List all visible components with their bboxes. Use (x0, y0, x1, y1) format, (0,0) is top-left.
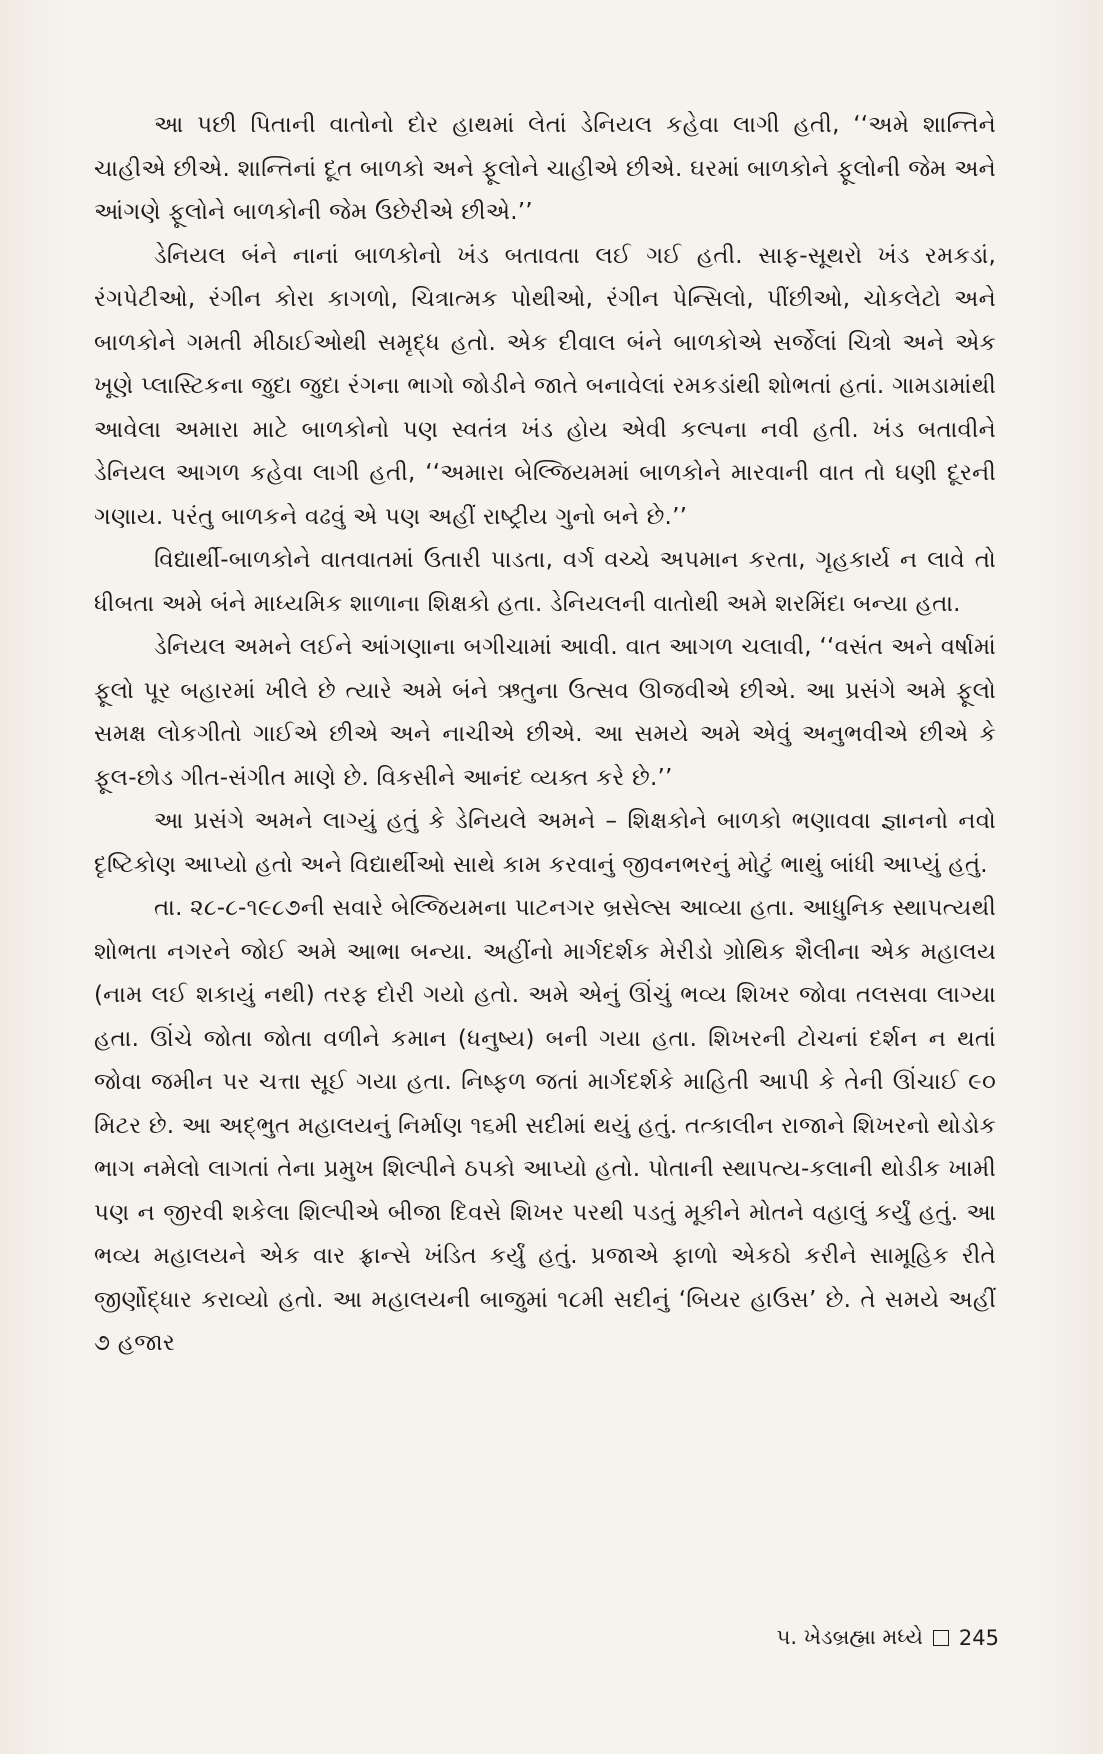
paragraph-1: આ પછી પિતાની વાતોનો દોર હાથમાં લેતાં ડેનિયલ કહેવા લાગી હતી, ‘‘અમે શાન્તિને ચાહીએ છીએ. શાન્તિનાં દૂત બાળકો અને ફૂલોને ચાહીએ છીએ. ઘરમાં બાળકોને ફૂલોની જેમ અને આંગણે ફૂલોને બાળકોની જેમ ઉછેરીએ છીએ.’’ (94, 112, 996, 225)
paragraph-3: વિદ્યાર્થી-બાળકોને વાતવાતમાં ઉતારી પાડતા, વર્ગ વચ્ચે અપમાન કરતા, ગૃહકાર્ય ન લાવે તો ધીબતા અમે બંને માધ્યમિક શાળાના શિક્ષકો હતા. ડેનિયલની વાતોથી અમે શરમિંદા બન્યા હતા. (94, 547, 996, 617)
paragraph-2: ડેનિયલ બંને નાનાં બાળકોનો ખંડ બતાવતા લઈ ગઈ હતી. સાફ-સૂથરો ખંડ રમકડાં, રંગપેટીઓ, રંગીન કોરા કાગળો, ચિત્રાત્મક પોથીઓ, રંગીન પેન્સિલો, પીંછીઓ, ચોકલેટો અને બાળકોને ગમતી મીઠાઈઓથી સમૃદ્ધ હતો. એક દીવાલ બંને બાળકોએ સર્જેલાં ચિત્રો અને એક ખૂણે પ્લાસ્ટિકના જુદા જુદા રંગના ભાગો જોડીને જાતે બનાવેલાં રમકડાંથી શોભતાં હતાં. ગામડામાંથી આવેલા અમારા માટે બાળકોનો પણ સ્વતંત્ર ખંડ હોય એવી કલ્પના નવી હતી. ખંડ બતાવીને ડેનિયલ આગળ કહેવા લાગી હતી, ‘‘અમારા બેલ્જિયમમાં બાળકોને મારવાની વાત તો ઘણી દૂરની ગણાય. પરંતુ બાળકને વઢવું એ પણ અહીં રાષ્ટ્રીય ગુનો બને છે.’’ (94, 242, 996, 530)
body-text (94, 104, 996, 1634)
paragraph-4: ડેનિયલ અમને લઈને આંગણાના બગીચામાં આવી. વાત આગળ ચલાવી, ‘‘વસંત અને વર્ષામાં ફૂલો પૂર બહારમાં ખીલે છે ત્યારે અમે બંને ઋતુના ઉત્સવ ઊજવીએ છીએ. આ પ્રસંગે અમે ફૂલો સમક્ષ લોકગીતો ગાઈએ છીએ અને નાચીએ છીએ. આ સમયે અમે એવું અનુભવીએ છીએ કે ફૂલ-છોડ ગીત-સંગીત માણે છે. વિકસીને આનંદ વ્યક્ત કરે છે.’’ (94, 634, 996, 791)
paragraph-6: તા. ૨૮-૮-૧૯૮૭ની સવારે બેલ્જિયમના પાટનગર બ્રસેલ્સ આવ્યા હતા. આધુનિક સ્થાપત્યથી શોભતા નગરને જોઈ અમે આભા બન્યા. અહીંનો માર્ગદર્શક મેરીડો ગ્રોથિક શૈલીના એક મહાલય (નામ લઈ શકાયું નથી) તરફ દોરી ગયો હતો. અમે એનું ઊંચું ભવ્ય શિખર જોવા તલસવા લાગ્યા હતા. ઊંચે જોતા જોતા વળીને કમાન (ધનુષ્ય) બની ગયા હતા. શિખરની ટોચનાં દર્શન ન થતાં જોવા જમીન પર ચત્તા સૂઈ ગયા હતા. નિષ્ફળ જતાં માર્ગદર્શકે માહિતી આપી કે તેની ઊંચાઈ ૯૦ મિટર છે. આ અદ્ભુત મહાલયનું નિર્માણ ૧૬મી સદીમાં થયું હતું. તત્કાલીન રાજાને શિખરનો થોડોક ભાગ નમેલો લાગતાં તેના પ્રમુખ શિલ્પીને ઠપકો આપ્યો હતો. પોતાની સ્થાપત્ય-કલાની થોડીક ખામી પણ ન જીરવી શકેલા શિલ્પીએ બીજા દિવસે શિખર પરથી પડતું મૂકીને મોતને વહાલું કર્યું હતું. આ ભવ્ય મહાલયને એક વાર ફ્રાન્સે ખંડિત કર્યું હતું. પ્રજાએ ફાળો એકઠો કરીને સામૂહિક રીતે જીર્ણોદ્ધાર કરાવ્યો હતો. આ મહાલયની બાજુમાં ૧૮મી સદીનું ‘બિયર હાઉસ’ છે. તે સમયે અહીં ૭ હજાર (94, 895, 996, 1356)
box-separator-icon (933, 1630, 949, 1646)
paragraph-5: આ પ્રસંગે અમને લાગ્યું હતું કે ડેનિયલે અમને – શિક્ષકોને બાળકો ભણાવવા જ્ઞાનનો નવો દૃષ્ટિકોણ આપ્યો હતો અને વિદ્યાર્થીઓ સાથે કામ કરવાનું જીવનભરનું મોટું ભાથું બાંધી આપ્યું હતું. (94, 808, 996, 878)
page-number: 245 (958, 1625, 999, 1650)
page-footer (777, 1625, 999, 1650)
chapter-title: ૫. ખેડબ્રહ્મા મધ્યે (776, 1625, 923, 1649)
